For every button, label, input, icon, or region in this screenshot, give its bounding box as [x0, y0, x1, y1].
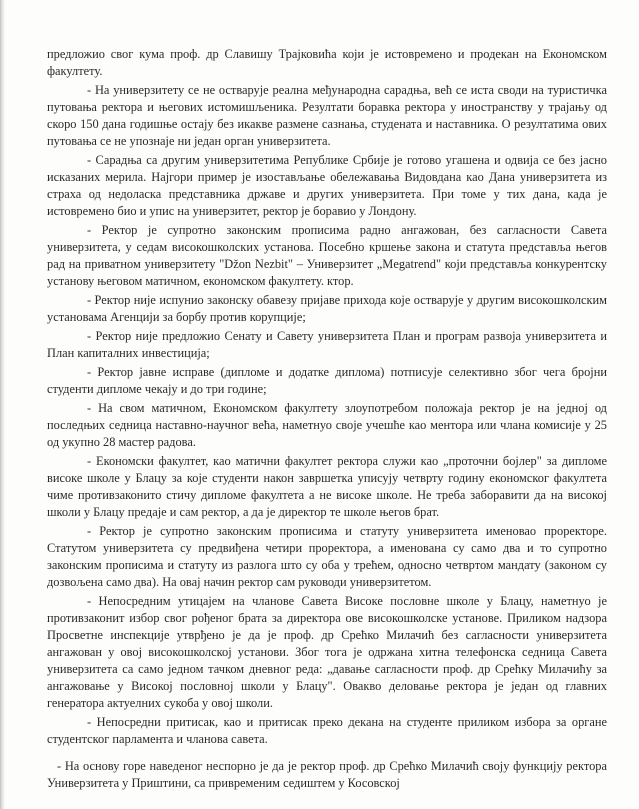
paragraph: - Сарадња са другим универзитетима Републике Србије је готово угашена и одвија се без јасно исказаних мерила. Најгори пример је изостављање обележавања Видовдана као Дана универзитета из страха од недоласка представника државе и других универзитета. При томе у тих дана, када је истовремено био и упис на универзитет, ректор је боравио у Лондону.	[47, 153, 607, 218]
paragraph: - Ректор јавне исправе (дипломе и додатке диплома) потписује селективно због чега бројни студенти дипломе чекају и до три године;	[47, 365, 607, 396]
paragraph: - Непосредни притисак, као и притисак преко декана на студенте приликом избора за органе студентског парламента и чланова савета.	[47, 715, 607, 746]
page-edge-shadow	[1, 0, 5, 809]
document-body	[47, 46, 607, 794]
paragraph: - Економски факултет, као матични факултет ректора служи као „проточни бојлер" за дипломе високе школе у Блацу за које студенти након завршетка уписују четврту годину економског факултета чиме противзаконито стичу дипломе факултета а не високе школе. Не треба заборавити да на високој школи у Блацу предаје и сам ректор, а да је директор те школе његов брат.	[47, 454, 607, 519]
paragraph: - Ректор није испунио законску обавезу пријаве прихода које остварује у другим високошколским установама Агенцији за борбу против корупције;	[47, 293, 607, 324]
paragraph: предложио свог кума проф. др Славишу Трајковића који је истовремено и продекан на Економском факултету.	[47, 47, 607, 78]
paragraph: - Непосредним утицајем на чланове Савета Високе пословне школе у Блацу, наметнуо је противзаконит избор свог рођеног брата за директора ове високошколске установе. Приликом надзора Просветне инспекције утврђено је да је проф. др Срећко Милачић без сагласности универзитета ангажован у овој високошколској установи. Због тога је одржана хитна телефонска седница Савета универзитета са само једном тачком дневног реда: „давање сагласности проф. др Срећку Милачићу за ангажовање у Високој пословној школи у Блацу". Овакво деловање ректора је један од главних генератора актуелних сукоба у овој школи.	[47, 594, 607, 710]
paragraph: - Ректор је супротно законским прописима и статуту универзитета именовао проректоре. Статутом универзитета су предвиђена четири проректора, а именована су само два и то супротно законским прописима и статуту из разлога што су оба у трећем, односно четвртом мандату (законом су дозвољена само два). На овај начин ректор сам руководи универзитетом.	[47, 524, 607, 589]
paragraph: - Ректор је супротно законским прописима радно ангажован, без сагласности Савета универзитета, у седам високошколских установа. Посебно кршење закона и статута представља његов рад на приватном универзитету "Džon Nezbit" – Универзитет „Megatrend" који представља конкурентску установу његовом матичном, економском факултету. ктор.	[47, 223, 607, 288]
paragraph: - На основу горе наведеног неспорно је да је ректор проф. др Срећко Милачић своју функцију ректора Универзитета у Приштини, са привременим седиштем у Косовској	[47, 759, 607, 790]
paragraph: - Ректор није предложио Сенату и Савету универзитета План и програм развоја универзитета и План капиталних инвестиција;	[47, 329, 607, 360]
paragraph: - На свом матичном, Економском факултету злоупотребом положаја ректор је на једној од последњих седница наставно-научног већа, наметнуо своје учешће као ментора или члана комисије у 25 од укупно 28 мастер радова.	[47, 401, 607, 449]
paragraph: - На универзитету се не остварује реална међународна сарадња, већ се иста своди на туристичка путовања ректора и његових истомишљеника. Резултати боравка ректора у иностранству у трајању од скоро 150 дана годишње остају без икакве размене сазнања, студената и наставника. О резултатима ових путовања се не упознаје ни један орган универзитета.	[47, 83, 607, 148]
